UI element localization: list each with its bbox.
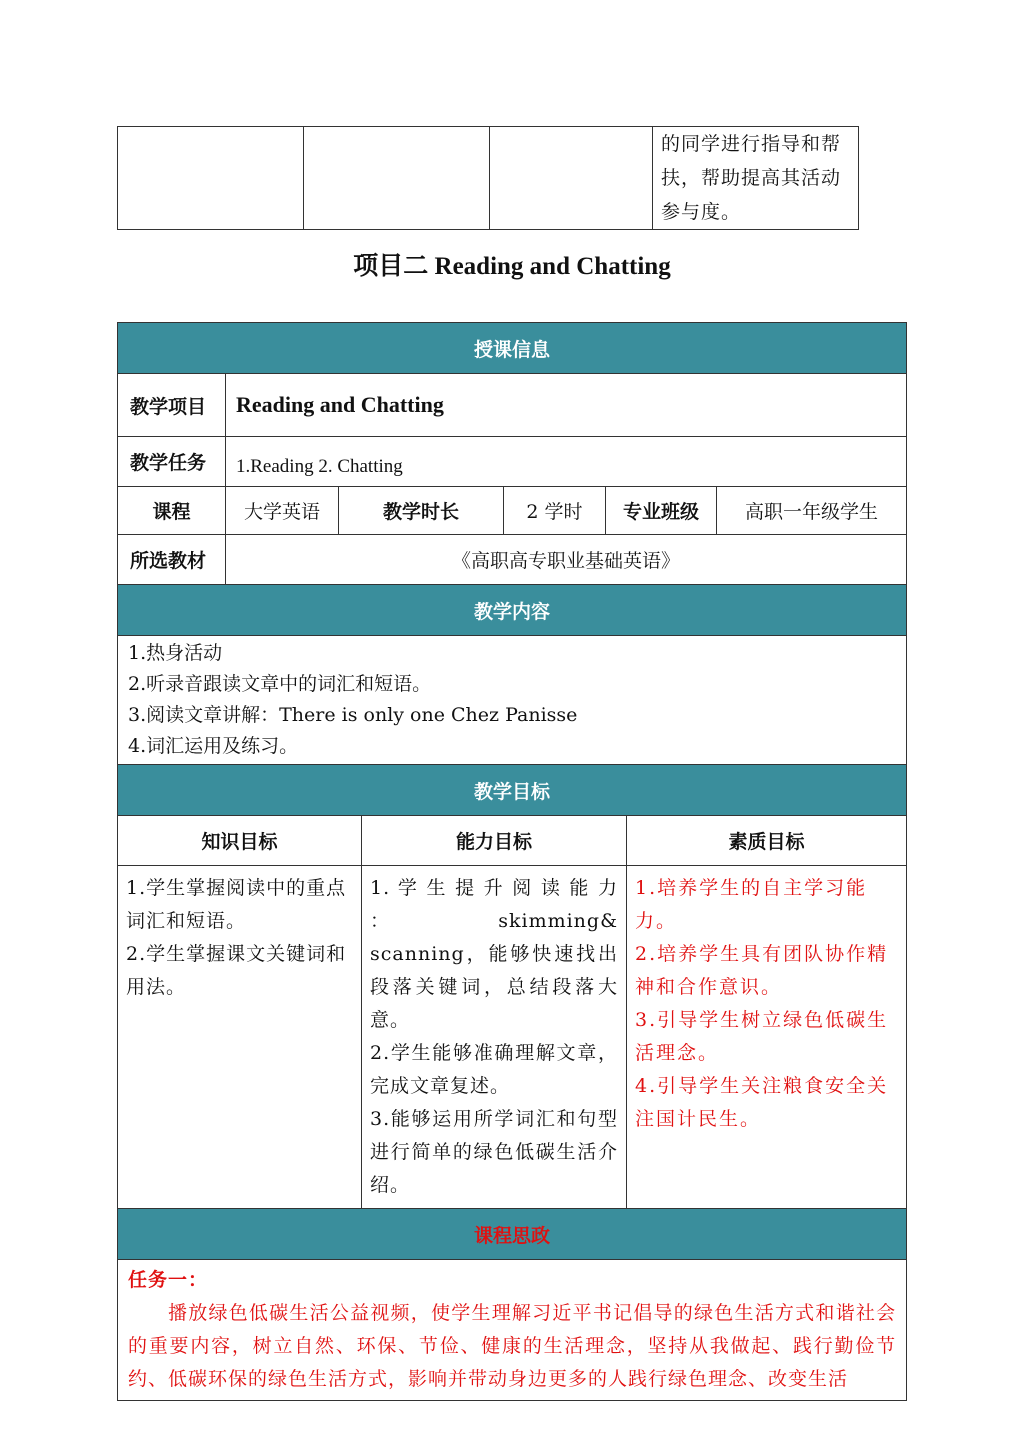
page-title: 项目二 Reading and Chatting: [353, 253, 671, 280]
class-label: 专业班级: [606, 487, 717, 535]
ability-goals: [362, 866, 627, 1209]
empty-cell: [118, 127, 304, 230]
content-item: 2.听录音跟读文章中的词汇和短语。: [128, 673, 432, 695]
project-value: Reading and Chatting: [226, 374, 907, 437]
empty-cell: [304, 127, 490, 230]
task1-text: 播放绿色低碳生活公益视频，使学生理解习近平书记倡导的绿色生活方式和谐社会的重要内容，树立自然、环保、节俭、健康的生活理念，坚持从我做起、践行勤俭节约、低碳环保的绿色生活方式，影响并带动身边更多的人践行绿色理念、改变生活: [128, 1302, 897, 1390]
textbook-value: 《高职高专职业基础英语》: [226, 535, 907, 585]
quality-goals: [627, 866, 907, 1209]
content-item: 4.词汇运用及练习。: [128, 735, 299, 757]
empty-cell: [490, 127, 653, 230]
continued-text: 的同学进行指导和帮扶，帮助提高其活动参与度。: [661, 133, 842, 223]
section-info-header: 授课信息: [118, 323, 907, 374]
task-value: 1.Reading 2. Chatting: [226, 437, 907, 487]
textbook-label: 所选教材: [118, 535, 226, 585]
quality-goal-item: 2.培养学生具有团队协作精神和合作意识。: [635, 943, 889, 998]
class-value: 高职一年级学生: [717, 487, 907, 535]
knowledge-goal-item: 2.学生掌握课文关键词和用法。: [126, 943, 347, 998]
knowledge-goals: [118, 866, 362, 1209]
content-list: [118, 636, 907, 765]
ability-goal-item: 2.学生能够准确理解文章，完成文章复述。: [370, 1042, 618, 1097]
section-goals-header: 教学目标: [118, 765, 907, 816]
duration-value: 2 学时: [504, 487, 606, 535]
continued-cell: [653, 127, 859, 230]
quality-goal-header: 素质目标: [627, 816, 907, 866]
content-item: 1.热身活动: [128, 642, 223, 664]
ability-goal-item: 1. 学 生 提 升 阅 读 能 力 ：skimming& scanning，能够快速找出段落关键词，总结段落大意。: [370, 877, 618, 1031]
knowledge-goal-header: 知识目标: [118, 816, 362, 866]
quality-goal-item: 1.培养学生的自主学习能力。: [635, 877, 868, 932]
duration-label: 教学时长: [339, 487, 504, 535]
quality-goal-item: 4.引导学生关注粮食安全关注国计民生。: [635, 1075, 889, 1130]
project-label: 教学项目: [118, 374, 226, 437]
task1-label: 任务一：: [128, 1269, 209, 1291]
ability-goal-header: 能力目标: [362, 816, 627, 866]
course-label: 课程: [118, 487, 226, 535]
quality-goal-item: 3.引导学生树立绿色低碳生活理念。: [635, 1009, 889, 1064]
section-ideology-header: 课程思政: [118, 1209, 907, 1260]
continued-table: [117, 126, 859, 230]
ideology-content: [118, 1260, 907, 1401]
ability-goal-item: 3.能够运用所学词汇和句型进行简单的绿色低碳生活介绍。: [370, 1108, 618, 1196]
content-item: 3.阅读文章讲解：There is only one Chez Panisse: [128, 704, 578, 726]
lesson-table: [117, 322, 907, 1401]
course-value: 大学英语: [226, 487, 339, 535]
knowledge-goal-item: 1.学生掌握阅读中的重点词汇和短语。: [126, 877, 347, 932]
task-label: 教学任务: [118, 437, 226, 487]
section-content-header: 教学内容: [118, 585, 907, 636]
